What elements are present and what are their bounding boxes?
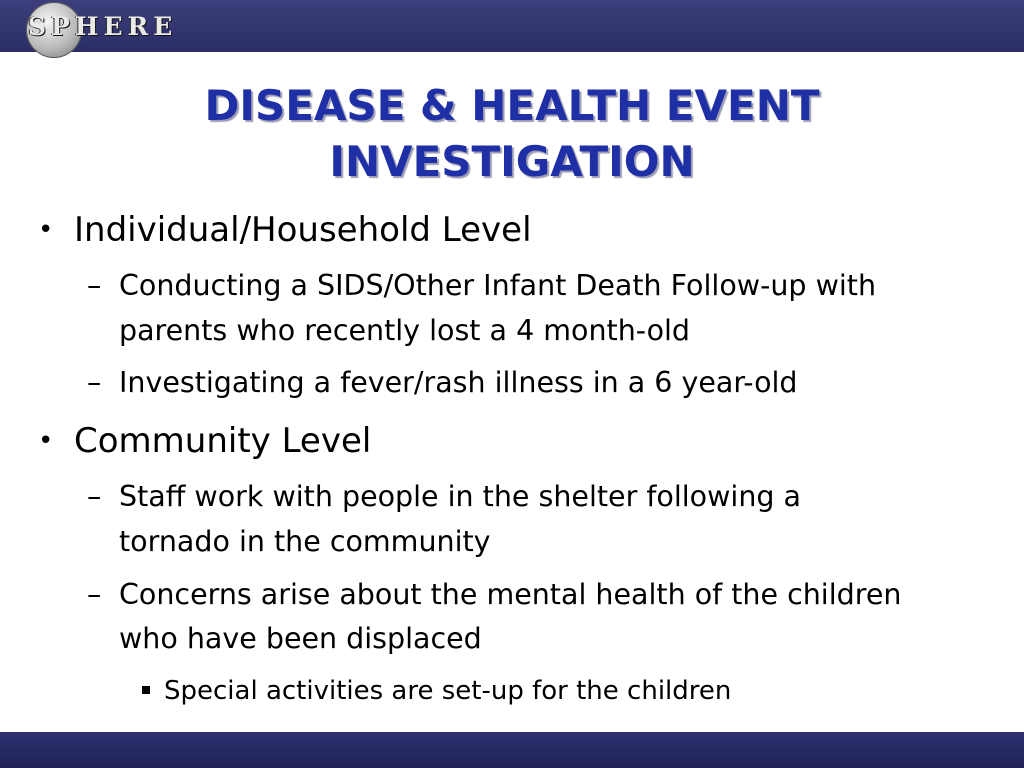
- square-bullet-icon: [142, 686, 150, 694]
- bullet-item: [38, 419, 372, 463]
- sub-bullet-item: [87, 475, 802, 519]
- sub-bullet-continuation: [119, 520, 491, 564]
- logo-text: SPHERE: [28, 12, 178, 41]
- sub-bullet-text: Investigating a fever/rash illness in a 6 year-old: [119, 366, 798, 399]
- footer-band: [0, 732, 1024, 768]
- sub-bullet-continuation: [119, 617, 482, 661]
- sub-bullet-continuation: [119, 309, 690, 353]
- slide-title: [0, 78, 1024, 190]
- sub-bullet-item: [87, 573, 902, 617]
- sub-bullet-text: Concerns arise about the mental health of the children: [119, 578, 902, 611]
- dash-icon: –: [87, 578, 102, 611]
- sub-bullet-item: [87, 264, 877, 308]
- sub-bullet-text: Staff work with people in the shelter following a: [119, 480, 802, 513]
- sub-bullet-text: parents who recently lost a 4 month-old: [119, 314, 691, 347]
- sub-bullet-text: Conducting a SIDS/Other Infant Death Follow-up with: [119, 269, 877, 302]
- slide-title-line-1: DISEASE & HEALTH EVENT: [204, 81, 820, 130]
- bullet-text: Community Level: [74, 421, 372, 461]
- sub-sub-bullet-text: Special activities are set-up for the children: [164, 676, 732, 706]
- dash-icon: –: [87, 366, 102, 399]
- sub-bullet-text: tornado in the community: [119, 525, 491, 558]
- sub-bullet-item: [87, 361, 798, 405]
- sub-bullet-text: who have been displaced: [119, 622, 482, 655]
- sphere-logo: [6, 2, 178, 58]
- bullet-dot-icon: •: [38, 426, 54, 456]
- bullet-item: [38, 208, 532, 252]
- slide-title-line-2: INVESTIGATION: [329, 137, 695, 186]
- bullet-dot-icon: •: [38, 215, 54, 245]
- dash-icon: –: [87, 480, 102, 513]
- bullet-text: Individual/Household Level: [74, 210, 532, 250]
- dash-icon: –: [87, 269, 102, 302]
- sub-sub-bullet-item: [164, 673, 731, 709]
